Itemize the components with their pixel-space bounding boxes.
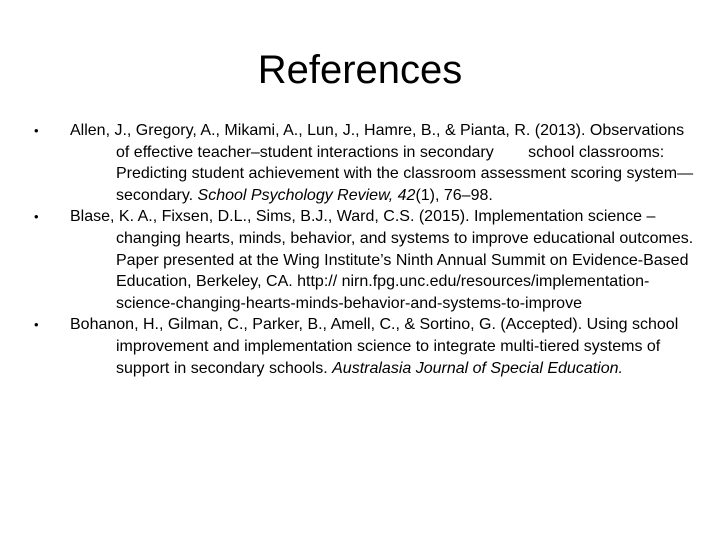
reference-item: [34, 120, 694, 206]
reference-text: [70, 206, 694, 314]
reference-item: [34, 314, 694, 379]
reference-list: [34, 120, 694, 379]
reference-text-part: school classrooms: Predicting student achievement with the classroom assessment scoring system—secondary.: [116, 143, 694, 204]
reference-text: [70, 120, 694, 206]
reference-text-part: (1), 76–98.: [415, 186, 493, 204]
journal-title: Australasia Journal of Special Education.: [332, 359, 623, 377]
slide-title: References: [257, 48, 463, 92]
reference-text-part: Bohanon, H., Gilman, C., Parker, B., Amell, C., & Sortino, G. (Accepted). Using school improvement and implementation science to integrate multi-tiered systems of support in secondary schools.: [70, 316, 679, 377]
bullet-icon: •: [34, 209, 39, 225]
reference-text-part: Allen, J., Gregory, A., Mikami, A., Lun, J., Hamre, B., & Pianta, R. (2013). Observations of effective teacher–student interactions in secondary: [70, 122, 685, 161]
reference-text-part: Blase, K. A., Fixsen, D.L., Sims, B.J., Ward, C.S. (2015). Implementation science – changing hearts, minds, behavior, and systems to improve educational outcomes. Paper presented at the Wing Institute’s Ninth Annual Summit on Evidence-Based Education, Berkeley, CA. http:// nirn.fpg.unc.edu/resources/implementation-science-changing-hearts-minds-behavior-and-systems-to-improve: [70, 208, 694, 312]
bullet-icon: •: [34, 123, 39, 138]
bullet-icon: •: [34, 317, 39, 333]
journal-title: School Psychology Review, 42: [197, 186, 416, 204]
reference-item: [34, 206, 694, 314]
reference-text: [70, 314, 694, 379]
